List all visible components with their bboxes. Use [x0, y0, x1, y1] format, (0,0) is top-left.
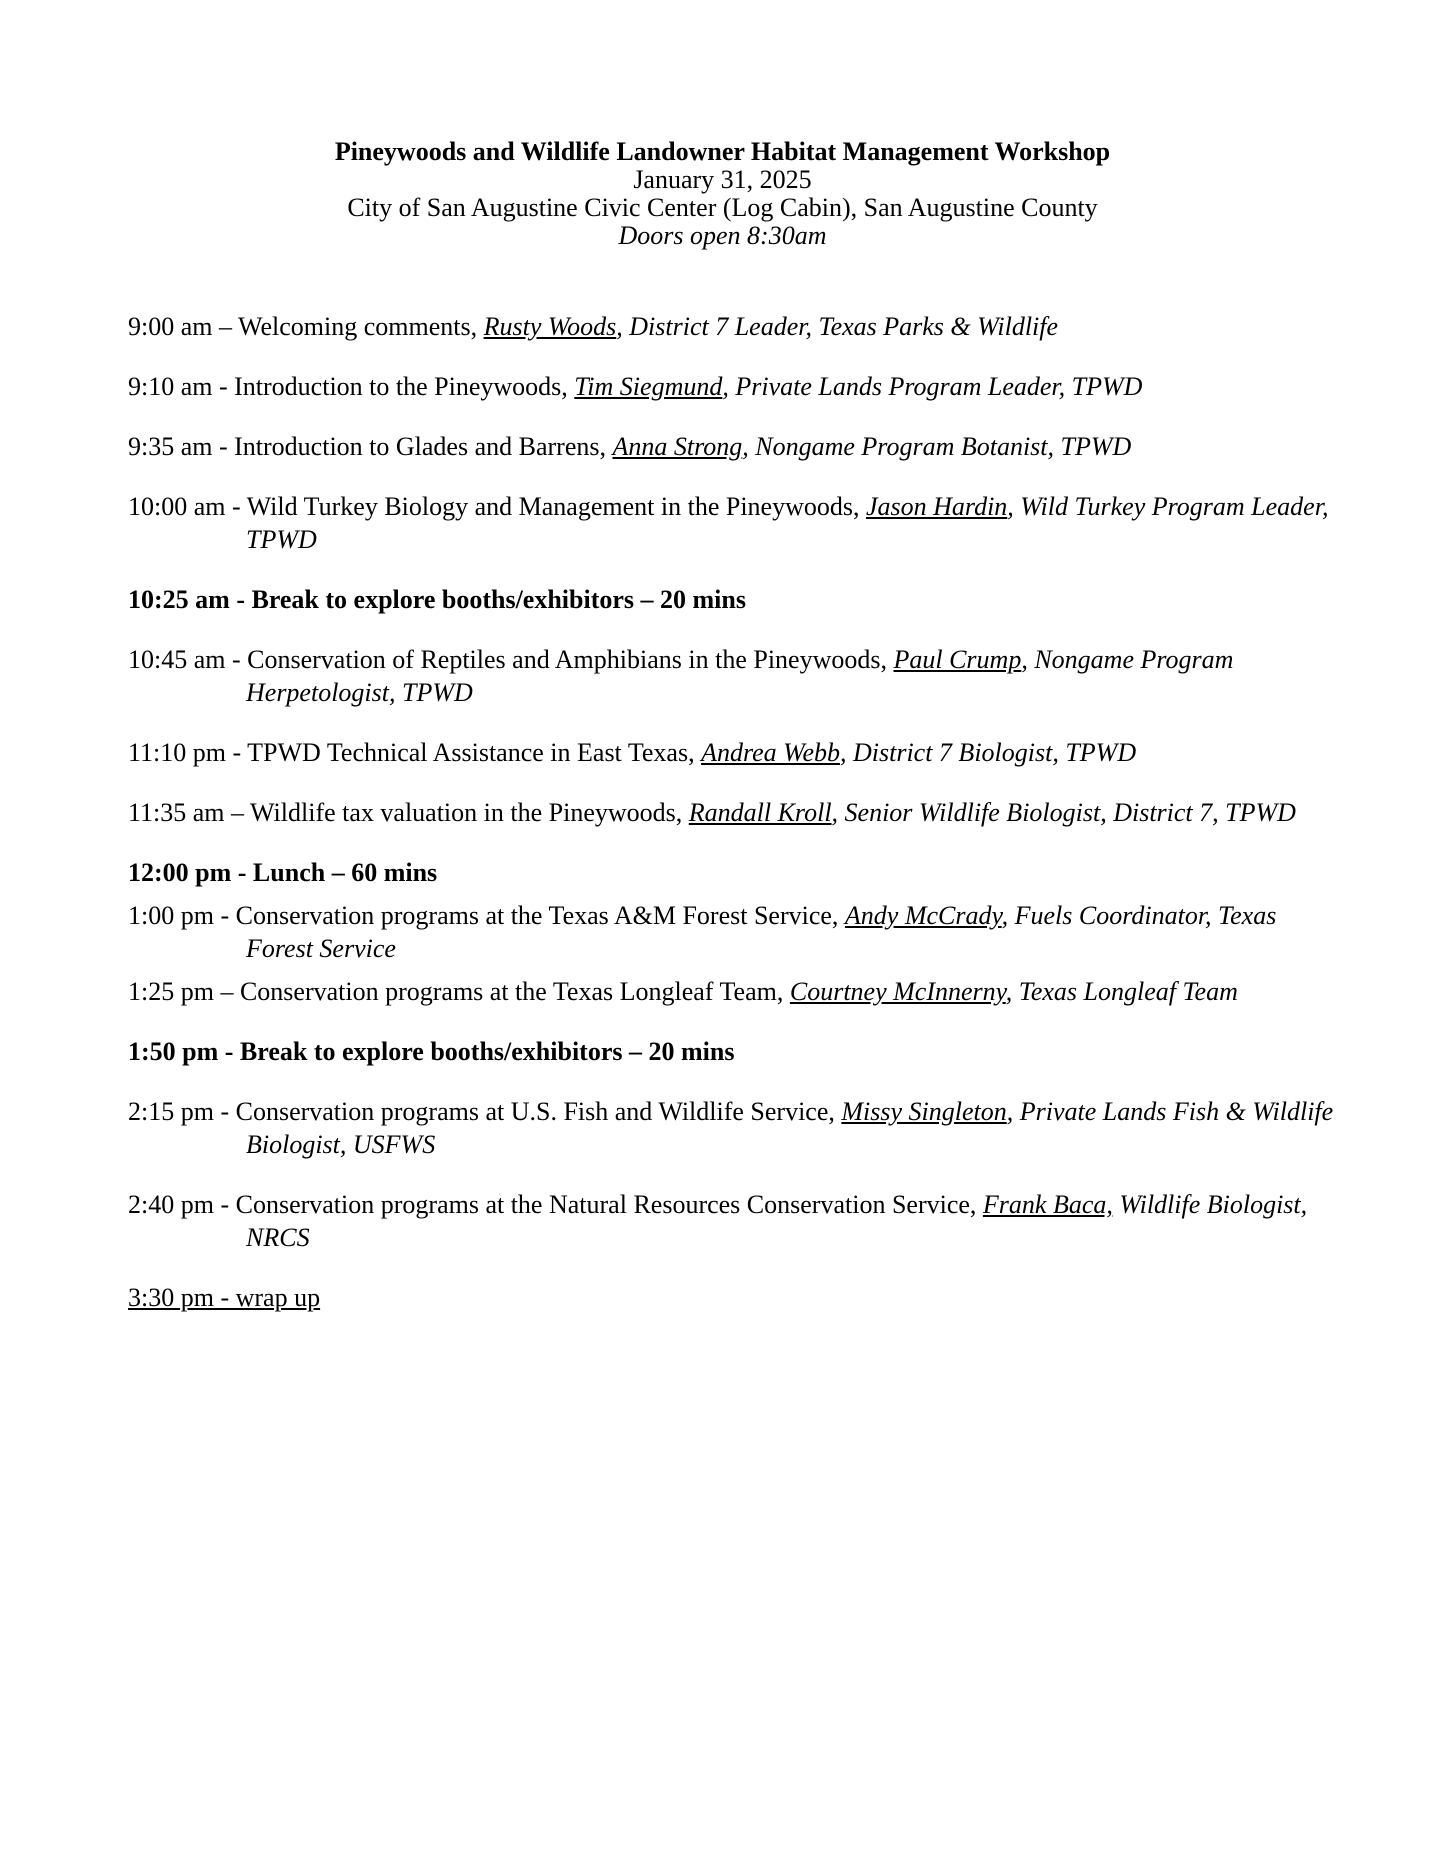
agenda-item-speaker-role: , District 7 Leader, Texas Parks & Wildlife [616, 312, 1059, 341]
document-title: Pineywoods and Wildlife Landowner Habitat Management Workshop [334, 137, 1111, 166]
agenda-session-item [128, 310, 1340, 343]
agenda-item-speaker-name: Andrea Webb [701, 738, 840, 767]
agenda-session-item [128, 643, 1340, 709]
agenda-item-speaker-name: Andy McCrady [844, 901, 1002, 930]
agenda-item-speaker-name: Randall Kroll [688, 798, 832, 827]
agenda-item-time-and-topic: 2:15 pm - Conservation programs at U.S. Fish and Wildlife Service, [128, 1097, 842, 1126]
agenda-wrapup-item [128, 1281, 1340, 1314]
agenda-item-speaker-role: , Nongame Program Botanist, TPWD [742, 432, 1132, 461]
agenda-item-speaker-role: , Fuels Coordinator, Texas Forest Service [246, 901, 1277, 963]
agenda-item-speaker-role: , Private Lands Program Leader, TPWD [722, 372, 1143, 401]
agenda-item-speaker-name: Rusty Woods [483, 312, 617, 341]
agenda-break-text: 12:00 pm - Lunch – 60 mins [128, 858, 438, 887]
agenda-item-speaker-name: Anna Strong [612, 432, 743, 461]
document-location: City of San Augustine Civic Center (Log Cabin), San Augustine County [347, 193, 1098, 222]
agenda-item-time-and-topic: 9:00 am – Welcoming comments, [128, 312, 484, 341]
agenda-session-item [128, 736, 1340, 769]
agenda-item-speaker-role: , District 7 Biologist, TPWD [839, 738, 1137, 767]
agenda-item-speaker-role: , Nongame Program Herpetologist, TPWD [246, 645, 1234, 707]
agenda-session-item [128, 490, 1340, 556]
agenda-item-speaker-name: Paul Crump [893, 645, 1022, 674]
agenda-session-item [128, 899, 1340, 965]
agenda-break-item [128, 1035, 1340, 1068]
agenda-item-time-and-topic: 11:10 pm - TPWD Technical Assistance in East Texas, [128, 738, 702, 767]
agenda-item-speaker-name: Frank Baca, [982, 1190, 1113, 1219]
agenda-item-speaker-role: , Private Lands Fish & Wildlife Biologist, USFWS [246, 1097, 1334, 1159]
document-date: January 31, 2025 [633, 165, 812, 194]
agenda-wrapup-text: 3:30 pm - wrap up [128, 1283, 321, 1312]
agenda-break-item [128, 583, 1340, 616]
agenda-break-item [128, 856, 1340, 889]
agenda-item-time-and-topic: 10:00 am - Wild Turkey Biology and Management in the Pineywoods, [128, 492, 866, 521]
agenda-session-item [128, 370, 1340, 403]
agenda-session-item [128, 975, 1340, 1008]
agenda-item-speaker-role: , Wild Turkey Program Leader, TPWD [246, 492, 1329, 554]
agenda-item-time-and-topic: 2:40 pm - Conservation programs at the Natural Resources Conservation Service, [128, 1190, 983, 1219]
document-header [0, 0, 1445, 250]
agenda-item-time-and-topic: 9:10 am - Introduction to the Pineywoods, [128, 372, 575, 401]
agenda-list [0, 310, 1445, 1314]
agenda-session-item [128, 796, 1340, 829]
agenda-item-time-and-topic: 1:25 pm – Conservation programs at the Texas Longleaf Team, [128, 977, 790, 1006]
agenda-session-item [128, 1188, 1340, 1254]
agenda-session-item [128, 1095, 1340, 1161]
agenda-break-text: 10:25 am - Break to explore booths/exhibitors – 20 mins [128, 585, 746, 614]
agenda-item-speaker-name: Courtney McInnerny [789, 977, 1006, 1006]
doors-open-note: Doors open 8:30am [618, 221, 827, 250]
agenda-item-time-and-topic: 1:00 pm - Conservation programs at the Texas A&M Forest Service, [128, 901, 845, 930]
agenda-item-speaker-name: Missy Singleton [841, 1097, 1007, 1126]
agenda-item-speaker-name: Tim Siegmund [574, 372, 723, 401]
agenda-item-time-and-topic: 9:35 am - Introduction to Glades and Barrens, [128, 432, 613, 461]
agenda-break-text: 1:50 pm - Break to explore booths/exhibitors – 20 mins [128, 1037, 735, 1066]
agenda-item-speaker-role: , Texas Longleaf Team [1005, 977, 1238, 1006]
agenda-item-speaker-name: Jason Hardin [865, 492, 1008, 521]
agenda-item-speaker-role: Wildlife Biologist, NRCS [246, 1190, 1308, 1252]
agenda-item-speaker-role: , Senior Wildlife Biologist, District 7, TPWD [831, 798, 1296, 827]
agenda-item-time-and-topic: 10:45 am - Conservation of Reptiles and Amphibians in the Pineywoods, [128, 645, 894, 674]
agenda-session-item [128, 430, 1340, 463]
agenda-item-time-and-topic: 11:35 am – Wildlife tax valuation in the Pineywoods, [128, 798, 689, 827]
